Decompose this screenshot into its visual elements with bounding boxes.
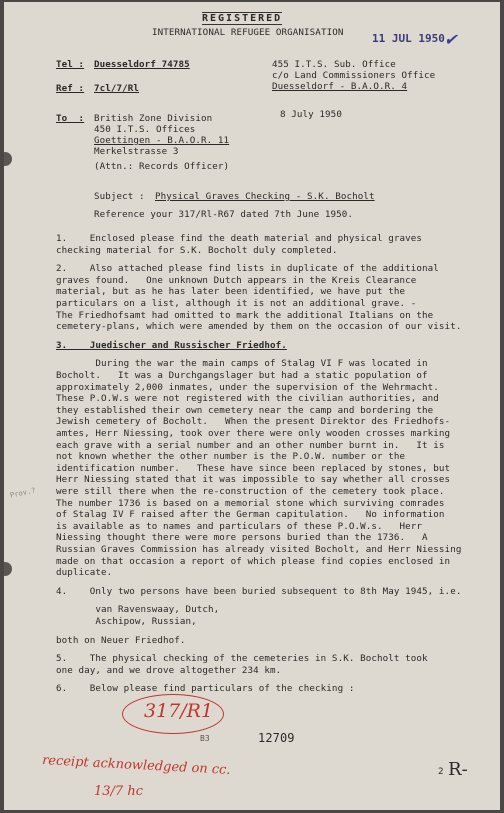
to-label: To : [56, 113, 85, 124]
recipient-line-1: British Zone Division [94, 113, 213, 124]
registered-title: REGISTERED [202, 13, 283, 24]
body-line: each grave with a serial number and an other number burnt in. It is [56, 439, 445, 451]
body-line: particulars on a list, although it is not an additional grave. - [56, 298, 417, 309]
body-line: made on that occasion a report of which please find copies enclosed in [56, 555, 451, 567]
body-line: These P.O.W.s were not registered with the civilian authorities, and [56, 393, 439, 405]
body-line: both on Neuer Friedhof. [56, 634, 186, 646]
reference-line: Reference your 317/Rl-R67 dated 7th June 1950. [94, 209, 354, 220]
body-line: Aschipow, Russian, [56, 616, 197, 627]
received-date-stamp: 11 JUL 1950 [372, 32, 445, 45]
body-line: graves found. One unknown Dutch appears in the Kreis Clearance [56, 274, 417, 286]
receipt-date-note: 13/7 hc [94, 784, 143, 799]
ref-label: Ref : [56, 83, 85, 94]
subject-label: Subject : [94, 191, 151, 202]
sender-line-1: 455 I.T.S. Sub. Office [272, 59, 396, 70]
side-mark: Prov.? [9, 486, 37, 500]
document-number: 12709 [258, 731, 295, 745]
org-name: INTERNATIONAL REFUGEE ORGANISATION [152, 27, 344, 38]
tel-value: Duesseldorf 74785 [94, 59, 190, 70]
receipt-note: receipt acknowledged on cc. [41, 753, 231, 778]
body-line: Jewish cemetery of Bocholt. When the present Direktor des Friedhofs- [56, 416, 451, 428]
body-line: The number 1736 is based on a memorial stone which surviving comrades [56, 497, 445, 509]
body-line: 5. The physical checking of the cemeteries in S.K. Bocholt took [56, 653, 428, 665]
body-line: of Stalag IV F raised after the German capitulation. No information [56, 509, 445, 521]
recipient-line-4: Merkelstrasse 3 [94, 146, 179, 157]
page-number: 2 [438, 766, 444, 777]
body-line: 6. Below please find particulars of the checking : [56, 683, 355, 695]
sender-line-3: Duesseldorf - B.A.O.R. 4 [272, 81, 408, 92]
body-line: 2. Also attached please find lists in duplicate of the additional [56, 263, 439, 275]
body-line: is available as to names and particulars of these P.O.W.s. Herr [56, 520, 423, 532]
body-line: identification number. These have since been replaced by stones, but [56, 462, 451, 474]
body-line: Herr Niessing stated that it was impossible to say whether all crosses [56, 474, 451, 486]
body-line: one day, and we drove altogether 234 km. [56, 664, 282, 676]
body-line: 4. Only two persons have been buried subsequent to 8th May 1945, i.e. [56, 585, 462, 597]
body-line: van Ravenswaay, Dutch, [56, 604, 220, 616]
body-line: not known whether the other number is the P.O.W. number or the [56, 451, 406, 463]
margin-mark: R- [448, 759, 468, 780]
body-line: approximately 2,000 inmates, under the supervision of the Wehrmacht. [56, 381, 439, 393]
body-line: Bocholt. It was a Durchgangslager but had a static population of [56, 370, 428, 381]
ref-value: 7cl/7/Rl [94, 83, 140, 94]
subject-value: Physical Graves Checking - S.K. Bocholt [155, 191, 375, 202]
recipient-line-3: Goettingen - B.A.O.R. 11 [94, 135, 230, 146]
tel-label: Tel : [56, 59, 85, 70]
file-ref-note: 317/R1 [144, 700, 214, 722]
body-line: 1. Enclosed please find the death material and physical graves [56, 233, 423, 244]
body-line: 3. Juedischer and Russischer Friedhof. [56, 339, 287, 351]
body-line: Russian Graves Commission has already visited Bocholt, and Herr Niessing [56, 544, 462, 555]
body-line: The Friedhofsamt had omitted to mark the additional Italians on the [56, 309, 434, 321]
body-line: During the war the main camps of Stalag VI F was located in [56, 358, 428, 370]
body-line: amtes, Herr Niessing, took over there were only wooden crosses marking [56, 428, 451, 439]
body-line: material, but as he has later been identified, we have put the [56, 286, 406, 298]
letter-date: 8 July 1950 [280, 109, 342, 120]
body-line: they established their own cemetery near the camp and bordering the [56, 404, 434, 416]
body-line: duplicate. [56, 567, 113, 579]
punch-hole [4, 152, 12, 166]
file-sub-note: B3 [200, 734, 210, 743]
check-mark-icon: ✔ [444, 30, 458, 49]
body-line: cemetery-plans, which were amended by them on the occasion of our visit. [56, 321, 462, 333]
body-line: checking material for S.K. Bocholt duly completed. [56, 244, 338, 256]
punch-hole [4, 562, 12, 576]
recipient-line-2: 450 I.T.S. Offices [94, 124, 196, 135]
letter-page [4, 2, 500, 810]
body-line: Niessing thought there were more persons buried than the 1736. A [56, 532, 428, 544]
sender-line-2: c/o Land Commissioners Office [272, 70, 436, 81]
body-line: were still there when the re-construction of the cemetery took place. [56, 486, 445, 497]
attention-line: (Attn.: Records Officer) [94, 161, 230, 172]
